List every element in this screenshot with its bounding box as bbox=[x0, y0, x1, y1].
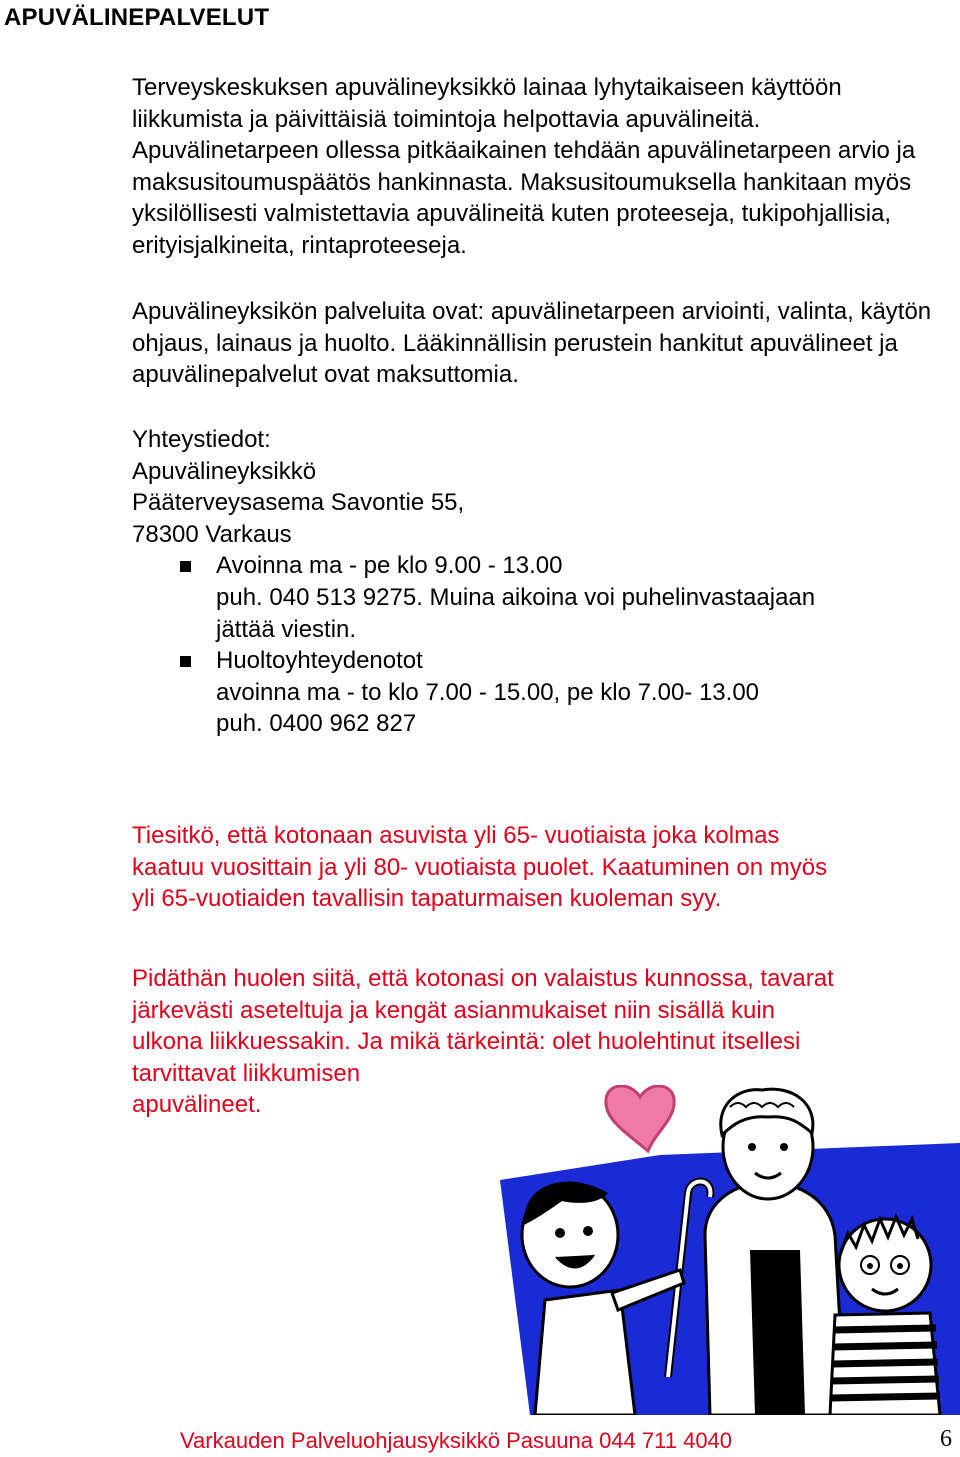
contact-address: Pääterveysasema Savontie 55, bbox=[132, 489, 465, 517]
square-bullet-icon bbox=[180, 656, 191, 667]
maintenance-hours: avoinna ma - to klo 7.00 - 15.00, pe klo 7.00- 13.00 bbox=[216, 678, 760, 706]
tip-line: yli 65-vuotiaiden tavallisin tapaturmaisen kuoleman syy. bbox=[132, 885, 722, 913]
tip-line: ulkona liikkuessakin. Ja mikä tärkeintä: olet huolehtinut itsellesi bbox=[132, 1028, 801, 1056]
contact-city: 78300 Varkaus bbox=[132, 520, 292, 548]
family-illustration bbox=[500, 1085, 960, 1415]
tip-line: järkevästi aseteltuja ja kengät asianmukaiset niin sisällä kuin bbox=[132, 996, 776, 1024]
contact-label: Yhteystiedot: bbox=[132, 426, 271, 453]
voicemail-note: jättää viestin. bbox=[216, 615, 357, 643]
tip-line: Tiesitkö, että kotonaan asuvista yli 65- vuotiaista joka kolmas bbox=[132, 822, 780, 849]
tip-line: tarvittavat liikkumisen bbox=[132, 1059, 361, 1087]
tip-line: apuvälineet. bbox=[132, 1091, 262, 1119]
footer-contact: Varkauden Palveluohjausyksikkö Pasuuna 044 711 4040 bbox=[180, 1428, 733, 1453]
intro-paragraph: Terveyskeskuksen apuvälineyksikkö lainaa lyhytaikaiseen käyttöön liikkumista ja päivittäisiä toimintoja helpottavia apuvälineitä. Apuvälinetarpeen ollessa pitkäaikainen tehdään apuvälinetarpeen arvio ja maksusitoumuspäätös hankinnasta. Maksusitoumuksella hankitaan myös yksilöllisesti valmistettavia apuvälineitä kuten proteeseja, tukipohjallisia, erityisjalkineita, rintaproteeseja. bbox=[132, 74, 916, 259]
unit-phone: puh. 040 513 9275. Muina aikoina voi puhelinvastaajaan bbox=[216, 583, 816, 611]
grandmother-icon bbox=[705, 1089, 845, 1415]
list-item bbox=[132, 550, 947, 645]
contact-bullet-list bbox=[132, 550, 947, 740]
boy-icon bbox=[830, 1217, 940, 1415]
maintenance-phone: puh. 0400 962 827 bbox=[216, 710, 417, 738]
fall-statistics-tip bbox=[132, 820, 947, 915]
maintenance-title: Huoltoyhteydenotot bbox=[216, 647, 423, 675]
page-number: 6 bbox=[940, 1426, 952, 1452]
opening-hours: Avoinna ma - pe klo 9.00 - 13.00 bbox=[216, 552, 563, 580]
services-paragraph: Apuvälineyksikön palveluita ovat: apuvälinetarpeen arviointi, valinta, käytön ohjaus, lainaus ja huolto. Lääkinnällisin perustein hankitut apuvälineet ja apuvälinepalvelut ovat maksuttomia. bbox=[132, 298, 932, 389]
page-heading: APUVÄLINEPALVELUT bbox=[4, 4, 270, 31]
contact-section bbox=[132, 424, 947, 740]
list-item bbox=[132, 645, 947, 740]
tip-line: Pidäthän huolen siitä, että kotonasi on valaistus kunnossa, tavarat bbox=[132, 965, 834, 992]
tip-line: kaatuu vuosittain ja yli 80- vuotiaista puolet. Kaatuminen on myös bbox=[132, 853, 828, 881]
square-bullet-icon bbox=[180, 561, 191, 572]
heart-icon bbox=[606, 1086, 674, 1151]
contact-unit: Apuvälineyksikkö bbox=[132, 457, 317, 485]
